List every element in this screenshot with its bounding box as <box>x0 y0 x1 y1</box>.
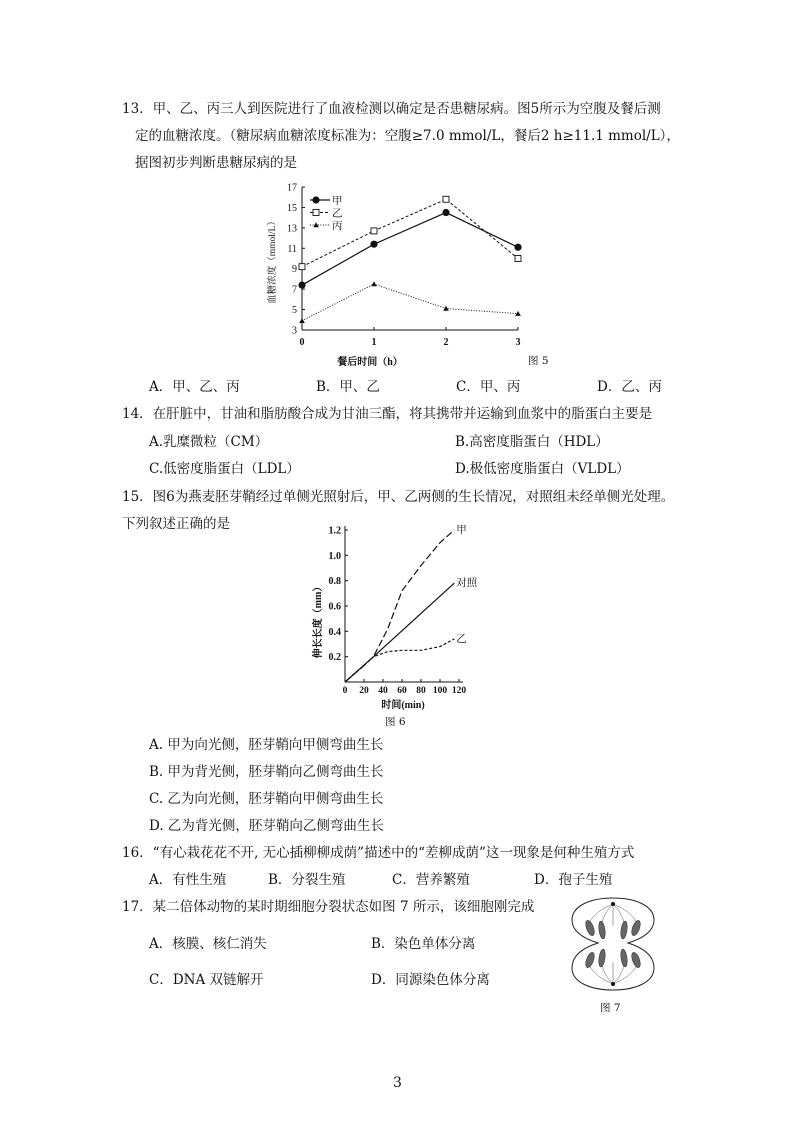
fig6-xtick-label: 0 <box>342 686 348 696</box>
q14-option-c[interactable]: C.低密度脂蛋白（LDL） <box>149 461 300 477</box>
fig5-ytick-label: 3 <box>292 325 297 337</box>
q13-option-d[interactable]: D．乙、丙 <box>597 379 662 395</box>
fig6-ytick-label: 1.0 <box>328 550 341 562</box>
q16-option-b[interactable]: B．分裂生殖 <box>268 872 346 888</box>
fig5-point-2-1 <box>371 281 377 286</box>
fig6-ytick-label: 1.2 <box>328 525 341 537</box>
fig5-ytick-label: 17 <box>287 182 297 194</box>
fig5-point-0-0 <box>298 281 305 288</box>
q13-option-a[interactable]: A．甲、乙、丙 <box>149 379 240 395</box>
fig6-series-label-1: 对照 <box>456 578 478 590</box>
fig6-xlabel: 时间(min) <box>381 700 425 711</box>
q14-option-a[interactable]: A.乳糜微粒（CM） <box>149 434 269 450</box>
q15-option-c[interactable]: C. 乙为向光侧，胚芽鞘向甲侧弯曲生长 <box>149 791 384 807</box>
centrosome-bottom <box>611 982 615 986</box>
fig6-xtick-label: 40 <box>378 686 388 696</box>
fig6-ytick-label: 0.8 <box>328 576 341 588</box>
fig5-point-2-0 <box>299 318 305 323</box>
fig5-point-1-1 <box>371 228 377 234</box>
fig5-xtick-label: 2 <box>443 337 449 348</box>
fig6-series-label-2: 乙 <box>456 633 467 645</box>
q16-option-c[interactable]: C．营养繁殖 <box>392 872 470 888</box>
fig6-ylabel: 伸长长度（mm） <box>313 581 324 659</box>
spindle-fibers-top <box>588 904 638 926</box>
fig5-ytick-label: 7 <box>292 284 297 296</box>
fig5-point-1-3 <box>515 256 521 262</box>
fig5-ytick-label: 9 <box>292 264 297 276</box>
q14-option-b[interactable]: B.高密度脂蛋白（HDL） <box>455 434 609 450</box>
fig6-xtick-label: 120 <box>451 686 467 696</box>
fig6-axes <box>345 526 463 682</box>
spindle-fibers-bottom <box>588 962 638 984</box>
q16-option-d[interactable]: D．孢子生殖 <box>534 872 613 888</box>
fig6-series-line-2 <box>345 639 454 682</box>
q13-option-c[interactable]: C．甲、丙 <box>456 379 521 395</box>
fig5-ytick-label: 13 <box>287 223 297 235</box>
fig5-legend-label-2: 丙 <box>332 221 343 232</box>
figure-7-label: 图 7 <box>600 1002 621 1014</box>
fig5-point-0-1 <box>370 241 377 248</box>
fig5-point-1-0 <box>299 264 305 270</box>
fig5-legend-label-0: 甲 <box>332 196 343 207</box>
fig5-series-line-2 <box>302 284 518 321</box>
q16-stem: 16．“有心栽花花不开, 无心插柳柳成荫”描述中的“差柳成荫”这一现象是何种生殖方式 <box>122 845 635 861</box>
q15-stem-line1: 15．图6为燕麦胚芽鞘经过单侧光照射后，甲、乙两侧的生长情况，对照组未经单侧光处理。 <box>122 489 675 505</box>
q17-option-c[interactable]: C．DNA 双链解开 <box>149 972 264 988</box>
figure-7-cell-diagram <box>566 896 660 992</box>
fig5-legend-marker-1 <box>313 210 319 216</box>
q17-stem: 17．某二倍体动物的某时期细胞分裂状态如图 7 所示，该细胞刚完成 <box>122 899 535 915</box>
fig6-series-label-0: 甲 <box>456 525 467 536</box>
q17-option-d[interactable]: D．同源染色体分离 <box>371 972 490 988</box>
fig6-series-line-0 <box>345 530 454 682</box>
fig5-xtick-label: 3 <box>515 337 521 348</box>
fig5-ytick-label: 11 <box>287 243 297 255</box>
figure-5-chart <box>264 178 564 374</box>
q13-option-b[interactable]: B．甲、乙 <box>316 379 380 395</box>
fig6-xtick-label: 100 <box>432 686 448 696</box>
fig5-point-1-2 <box>443 196 449 202</box>
fig5-xtick-label: 1 <box>371 337 377 348</box>
q15-option-d[interactable]: D. 乙为背光侧，胚芽鞘向乙侧弯曲生长 <box>149 818 384 834</box>
figure-6-chart <box>305 520 495 711</box>
fig5-ytick-label: 15 <box>287 202 297 214</box>
q15-stem-line2: 下列叙述正确的是 <box>122 516 230 532</box>
figure-6-label: 图 6 <box>385 716 406 728</box>
centrosome-top <box>611 902 615 906</box>
fig5-point-0-2 <box>442 209 449 216</box>
fig6-ytick-label: 0.6 <box>328 601 341 613</box>
q13-stem-line2: 定的血糖浓度。（糖尿病血糖浓度标准为：空腹≥7.0 mmol/L，餐后2 h≥11.1 mmol/L）， <box>135 128 680 144</box>
fig6-xtick-label: 20 <box>359 686 369 696</box>
fig5-legend-label-1: 乙 <box>332 208 343 220</box>
q15-option-b[interactable]: B. 甲为背光侧，胚芽鞘向乙侧弯曲生长 <box>149 764 384 780</box>
q13-stem-line1: 13．甲、乙、丙三人到医院进行了血液检测以确定是否患糖尿病。图5所示为空腹及餐后测 <box>122 101 661 117</box>
fig5-legend-marker-0 <box>312 196 319 203</box>
q14-stem: 14．在肝脏中，甘油和脂肪酸合成为甘油三酯，将其携带并运输到血浆中的脂蛋白主要是 <box>122 406 653 422</box>
q17-option-b[interactable]: B．染色单体分离 <box>371 936 476 952</box>
fig6-xtick-label: 60 <box>397 686 407 696</box>
fig6-ytick-label: 0.4 <box>328 626 341 638</box>
fig5-point-0-3 <box>514 244 521 251</box>
figure-5-label: 图 5 <box>528 355 549 367</box>
fig5-ylabel: 血糖浓度（mmol/L） <box>268 216 278 304</box>
fig5-ytick-label: 5 <box>292 305 297 317</box>
fig5-xlabel: 餐后时间（h） <box>337 357 403 368</box>
q17-option-a[interactable]: A．核膜、核仁消失 <box>149 936 267 952</box>
q14-option-d[interactable]: D.极低密度脂蛋白（VLDL） <box>455 461 630 477</box>
q15-option-a[interactable]: A. 甲为向光侧，胚芽鞘向甲侧弯曲生长 <box>149 737 384 753</box>
fig5-xtick-label: 0 <box>299 337 305 348</box>
q13-stem-line3: 据图初步判断患糖尿病的是 <box>135 155 297 171</box>
fig6-xtick-label: 80 <box>416 686 426 696</box>
fig6-ytick-label: 0.2 <box>328 652 341 664</box>
page-number: 3 <box>393 1075 402 1091</box>
q16-option-a[interactable]: A．有性生殖 <box>149 872 227 888</box>
